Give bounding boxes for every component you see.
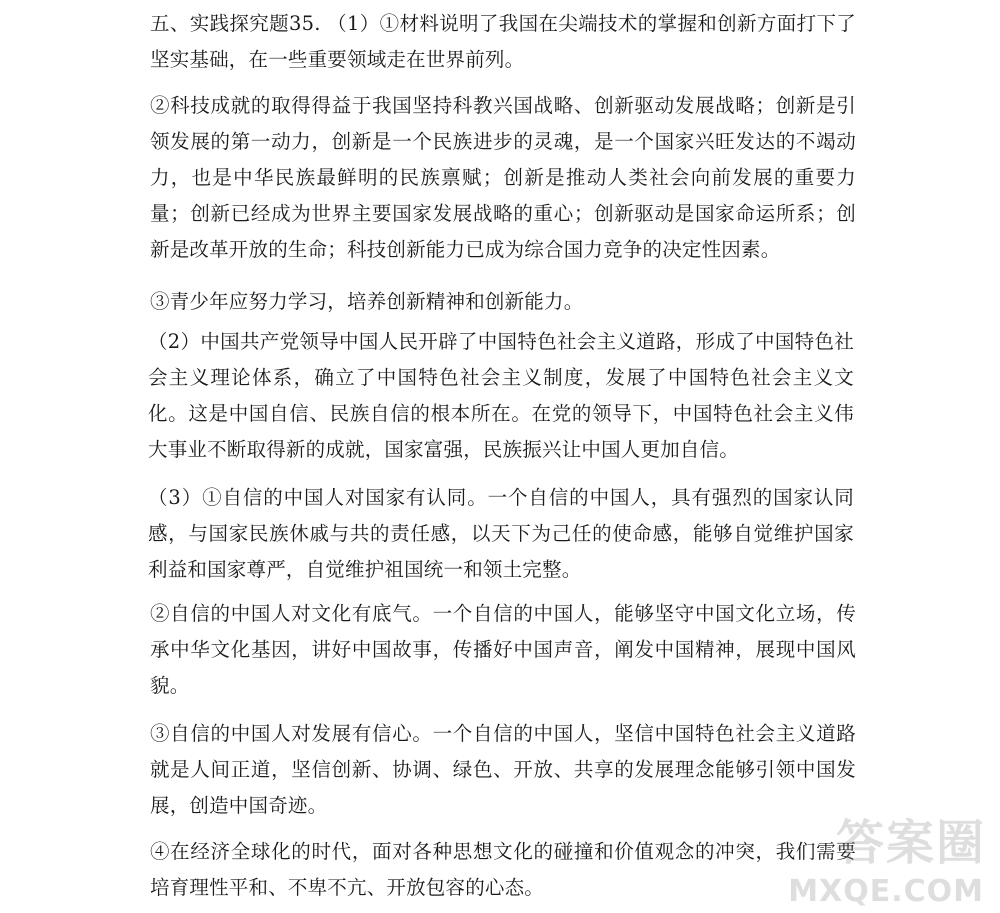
paragraph-q35-part3-point4: ④在经济全球化的时代，面对各种思想文化的碰撞和价值观念的冲突，我们需要培育理性平和、不卑不亢、开放包容的心态。 bbox=[150, 840, 856, 899]
watermark-logo-text: 答案圈 bbox=[835, 815, 986, 871]
watermark-site-text: MXQE.COM bbox=[788, 874, 984, 909]
paragraph-q35-part1-point2: ②科技成就的取得得益于我国坚持科教兴国战略、创新驱动发展战略；创新是引领发展的第一动力，创新是一个民族进步的灵魂，是一个国家兴旺发达的不竭动力，也是中华民族最鲜明的民族禀赋；创新是推动人类社会向前发展的重要力量；创新已经成为世界主要国家发展战略的重心；创新驱动是国家命运所系；创新是改革开放的生命；科技创新能力已成为综合国力竞争的决定性因素。 bbox=[150, 94, 856, 261]
paragraph-q35-part3-point3: ③自信的中国人对发展有信心。一个自信的中国人，坚信中国特色社会主义道路就是人间正道，坚信创新、协调、绿色、开放、共享的发展理念能够引领中国发展，创造中国奇迹。 bbox=[150, 722, 856, 817]
paragraph-q35-part3-point2: ②自信的中国人对文化有底气。一个自信的中国人，能够坚守中国文化立场，传承中华文化基因，讲好中国故事，传播好中国声音，阐发中国精神，展现中国风貌。 bbox=[150, 602, 856, 697]
paragraph-q35-part1-point3: ③青少年应努力学习，培养创新精神和创新能力。 bbox=[150, 290, 584, 313]
paragraph-q35-part3-point1: （3）①自信的中国人对国家有认同。一个自信的中国人，具有强烈的国家认同感，与国家民族休戚与共的责任感，以天下为己任的使命感，能够自觉维护国家利益和国家尊严，自觉维护祖国统一和领土完整。 bbox=[148, 486, 854, 581]
paragraph-q35-part1-point1: 五、实践探究题35. （1）①材料说明了我国在尖端技术的掌握和创新方面打下了坚实基础，在一些重要领域走在世界前列。 bbox=[150, 12, 856, 71]
paragraph-q35-part2: （2）中国共产党领导中国人民开辟了中国特色社会主义道路，形成了中国特色社会主义理论体系，确立了中国特色社会主义制度，发展了中国特色社会主义文化。这是中国自信、民族自信的根本所在。在党的领导下，中国特色社会主义伟大事业不断取得新的成就，国家富强，民族振兴让中国人更加自信。 bbox=[148, 330, 854, 461]
